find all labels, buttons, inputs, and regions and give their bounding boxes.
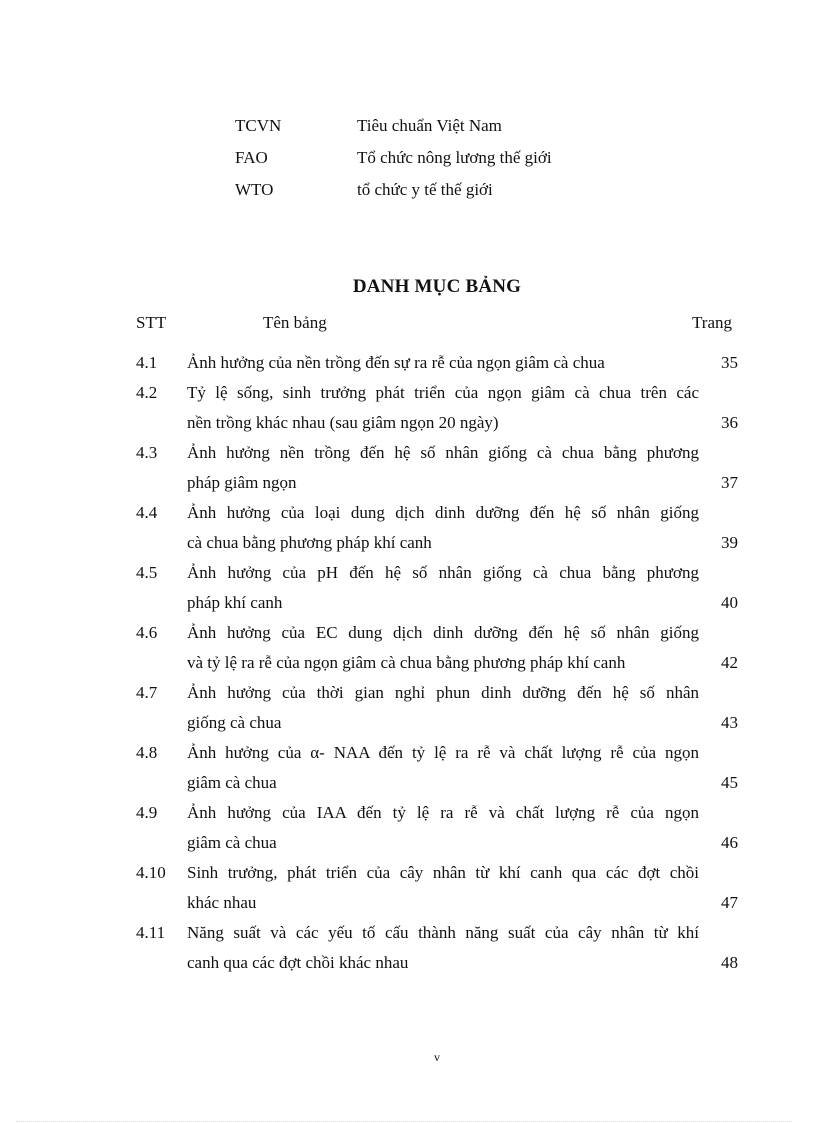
item-number: 4.5 <box>136 563 158 582</box>
item-title-line: Ảnh hưởng của thời gian nghỉ phun dinh dưỡng đến hệ số nhân <box>187 683 699 702</box>
item-title-line: Ảnh hưởng nền trồng đến hệ số nhân giống cà chua bằng phương <box>187 443 699 462</box>
item-page: 37 <box>721 473 738 492</box>
abbreviation-value: tổ chức y tế thế giới <box>357 180 493 199</box>
abbreviation-value: Tổ chức nông lương thế giới <box>357 148 552 167</box>
item-title-line: giâm cà chua <box>187 773 277 792</box>
item-title-line: khác nhau <box>187 893 257 912</box>
item-page: 48 <box>721 953 738 972</box>
item-page: 39 <box>721 533 738 552</box>
header-stt: STT <box>136 313 167 332</box>
item-title-line: nền trồng khác nhau (sau giâm ngọn 20 ngày) <box>187 413 499 432</box>
abbreviation-key: TCVN <box>235 116 282 135</box>
page-number: v <box>434 1050 440 1064</box>
abbreviation-key: FAO <box>235 148 268 167</box>
item-title-line: pháp giâm ngọn <box>187 473 297 492</box>
abbreviation-key: WTO <box>235 180 274 199</box>
item-page: 46 <box>721 833 738 852</box>
item-page: 40 <box>721 593 738 612</box>
item-page: 43 <box>721 713 738 732</box>
item-number: 4.2 <box>136 383 158 402</box>
abbreviation-value: Tiêu chuẩn Việt Nam <box>357 116 502 135</box>
item-number: 4.11 <box>136 923 166 942</box>
header-name: Tên bảng <box>263 313 327 332</box>
page-edge-divider <box>16 1121 792 1122</box>
header-page: Trang <box>692 313 732 332</box>
item-title-line: pháp khí canh <box>187 593 283 612</box>
item-title-line: Ảnh hưởng của pH đến hệ số nhân giống cà chua bằng phương <box>187 563 699 582</box>
item-title-line: Ảnh hưởng của IAA đến tỷ lệ ra rễ và chất lượng rễ của ngọn <box>187 803 699 822</box>
item-title-line: Ảnh hưởng của EC dung dịch dinh dưỡng đến hệ số nhân giống <box>187 623 699 642</box>
item-number: 4.8 <box>136 743 158 762</box>
item-title-line: Sinh trưởng, phát triển của cây nhân từ khí canh qua các đợt chồi <box>187 863 699 882</box>
item-title-line: giống cà chua <box>187 713 282 732</box>
item-number: 4.7 <box>136 683 158 702</box>
item-number: 4.9 <box>136 803 158 822</box>
item-number: 4.10 <box>136 863 166 882</box>
item-number: 4.3 <box>136 443 158 462</box>
item-title-line: Năng suất và các yếu tố cấu thành năng suất của cây nhân từ khí <box>187 923 699 942</box>
item-title-line: cà chua bằng phương pháp khí canh <box>187 533 432 552</box>
item-title-line: và tỷ lệ ra rễ của ngọn giâm cà chua bằng phương pháp khí canh <box>187 653 626 672</box>
item-title-line: Ảnh hưởng của α- NAA đến tỷ lệ ra rễ và chất lượng rễ của ngọn <box>187 743 699 762</box>
item-title-line: Ảnh hưởng của loại dung dịch dinh dưỡng đến hệ số nhân giống <box>187 503 699 522</box>
page-title: DANH MỤC BẢNG <box>352 276 522 297</box>
item-number: 4.6 <box>136 623 158 642</box>
item-title-line: Tỷ lệ sống, sinh trưởng phát triển của ngọn giâm cà chua trên các <box>187 383 699 402</box>
item-title-line: Ảnh hưởng của nền trồng đến sự ra rễ của ngọn giâm cà chua <box>187 353 605 372</box>
item-title-line: giâm cà chua <box>187 833 277 852</box>
item-page: 47 <box>721 893 738 912</box>
item-page: 45 <box>721 773 738 792</box>
item-number: 4.1 <box>136 353 158 372</box>
item-page: 36 <box>721 413 738 432</box>
item-title-line: canh qua các đợt chồi khác nhau <box>187 953 409 972</box>
item-page: 35 <box>721 353 738 372</box>
item-page: 42 <box>721 653 738 672</box>
item-number: 4.4 <box>136 503 158 522</box>
